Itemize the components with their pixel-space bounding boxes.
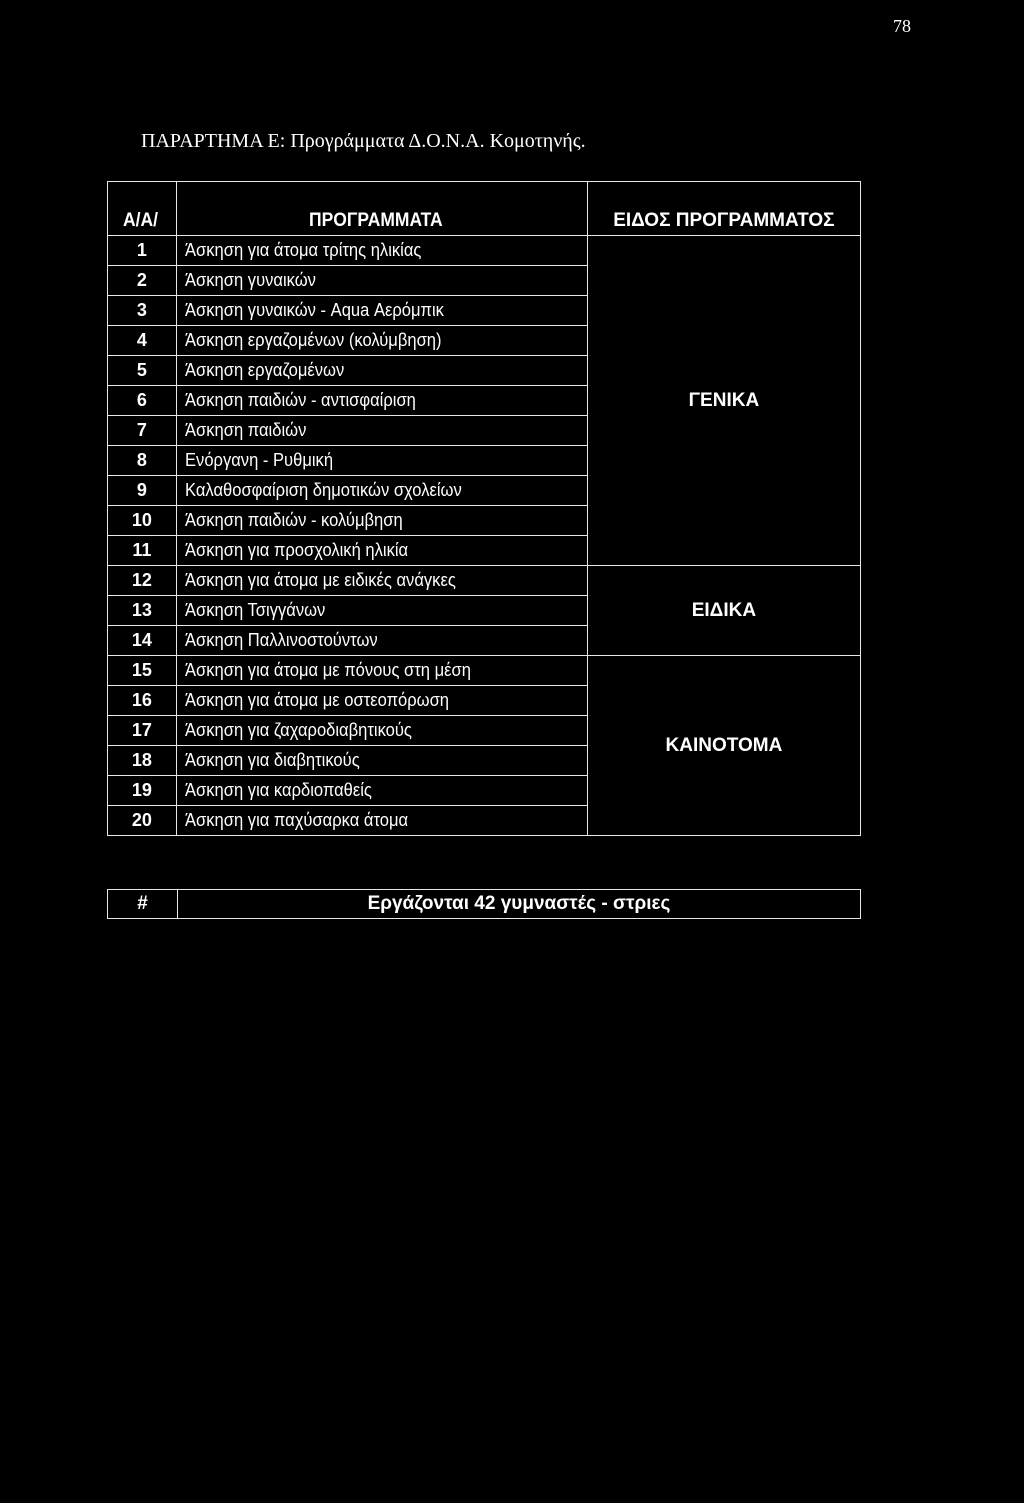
program-name-cell bbox=[176, 476, 587, 506]
program-name-cell bbox=[176, 566, 587, 596]
row-number: 13 bbox=[108, 596, 177, 626]
table-row bbox=[108, 566, 861, 596]
program-type: ΓΕΝΙΚΑ bbox=[587, 236, 860, 566]
program-name: Άσκηση για διαβητικούς bbox=[184, 750, 360, 770]
header-programs-label: ΠΡΟΓΡΑΜΜΑΤΑ bbox=[309, 210, 443, 231]
staff-summary-table bbox=[107, 889, 861, 919]
row-number: 16 bbox=[108, 686, 177, 716]
program-name-cell bbox=[176, 296, 587, 326]
header-num bbox=[108, 182, 177, 236]
program-name-cell bbox=[176, 656, 587, 686]
program-name-cell bbox=[176, 536, 587, 566]
program-name-cell bbox=[176, 446, 587, 476]
program-name: Άσκηση για άτομα με πόνους στη μέση bbox=[184, 660, 471, 680]
row-number: 5 bbox=[108, 356, 177, 386]
programs-table bbox=[107, 181, 861, 836]
program-name: Καλαθοσφαίριση δημοτικών σχολείων bbox=[184, 480, 462, 500]
row-number: 20 bbox=[108, 806, 177, 836]
row-number: 18 bbox=[108, 746, 177, 776]
page-number: 78 bbox=[893, 16, 911, 36]
program-name-cell bbox=[176, 626, 587, 656]
row-number: 9 bbox=[108, 476, 177, 506]
program-name-cell bbox=[176, 686, 587, 716]
program-name: Άσκηση εργαζομένων bbox=[184, 360, 344, 380]
row-number: 17 bbox=[108, 716, 177, 746]
table-row bbox=[108, 656, 861, 686]
row-number: 8 bbox=[108, 446, 177, 476]
program-name-cell bbox=[176, 716, 587, 746]
program-name: Άσκηση γυναικών - Aqua Αερόμπικ bbox=[184, 300, 444, 320]
row-number: 6 bbox=[108, 386, 177, 416]
program-name-cell bbox=[176, 776, 587, 806]
program-type: ΚΑΙΝΟΤΟΜΑ bbox=[587, 656, 860, 836]
summary-text: Εργάζονται 42 γυμναστές - στριες bbox=[178, 890, 861, 919]
program-name: Άσκηση για άτομα με ειδικές ανάγκες bbox=[184, 570, 456, 590]
table-header-row bbox=[108, 182, 861, 236]
row-number: 11 bbox=[108, 536, 177, 566]
row-number: 4 bbox=[108, 326, 177, 356]
program-type: ΕΙΔΙΚΑ bbox=[587, 566, 860, 656]
program-name-cell bbox=[176, 356, 587, 386]
row-number: 15 bbox=[108, 656, 177, 686]
program-name: Άσκηση παιδιών - κολύμβηση bbox=[184, 510, 403, 530]
program-name-cell bbox=[176, 746, 587, 776]
program-name: Άσκηση παιδιών - αντισφαίριση bbox=[184, 390, 416, 410]
program-name: Ενόργανη - Ρυθμική bbox=[184, 450, 333, 470]
program-name: Άσκηση για παχύσαρκα άτομα bbox=[184, 810, 408, 830]
program-name-cell bbox=[176, 386, 587, 416]
program-name: Άσκηση για προσχολική ηλικία bbox=[184, 540, 408, 560]
header-type: ΕΙΔΟΣ ΠΡΟΓΡΑΜΜΑΤΟΣ bbox=[587, 182, 860, 236]
header-programs bbox=[176, 182, 587, 236]
summary-symbol: # bbox=[108, 890, 178, 919]
program-name: Άσκηση για καρδιοπαθείς bbox=[184, 780, 372, 800]
program-name: Άσκηση Παλλινοστούντων bbox=[184, 630, 378, 650]
program-name: Άσκηση Τσιγγάνων bbox=[184, 600, 326, 620]
program-name-cell bbox=[176, 236, 587, 266]
summary-row bbox=[108, 890, 861, 919]
program-name: Άσκηση για ζαχαροδιαβητικούς bbox=[184, 720, 412, 740]
row-number: 3 bbox=[108, 296, 177, 326]
row-number: 1 bbox=[108, 236, 177, 266]
row-number: 19 bbox=[108, 776, 177, 806]
program-name-cell bbox=[176, 596, 587, 626]
table-row bbox=[108, 236, 861, 266]
row-number: 12 bbox=[108, 566, 177, 596]
program-name-cell bbox=[176, 326, 587, 356]
row-number: 2 bbox=[108, 266, 177, 296]
page-title: ΠΑΡΑΡΤΗΜΑ Ε: Προγράμματα Δ.Ο.Ν.Α. Κομοτηνής. bbox=[141, 130, 586, 152]
row-number: 10 bbox=[108, 506, 177, 536]
program-name-cell bbox=[176, 416, 587, 446]
header-num-label: Α/Α/ bbox=[122, 210, 158, 231]
program-name-cell bbox=[176, 266, 587, 296]
program-name-cell bbox=[176, 806, 587, 836]
program-name: Άσκηση για άτομα τρίτης ηλικίας bbox=[184, 240, 422, 260]
row-number: 7 bbox=[108, 416, 177, 446]
program-name-cell bbox=[176, 506, 587, 536]
program-name: Άσκηση παιδιών bbox=[184, 420, 307, 440]
program-name: Άσκηση γυναικών bbox=[184, 270, 316, 290]
row-number: 14 bbox=[108, 626, 177, 656]
program-name: Άσκηση εργαζομένων (κολύμβηση) bbox=[184, 330, 442, 350]
program-name: Άσκηση για άτομα με οστεοπόρωση bbox=[184, 690, 449, 710]
